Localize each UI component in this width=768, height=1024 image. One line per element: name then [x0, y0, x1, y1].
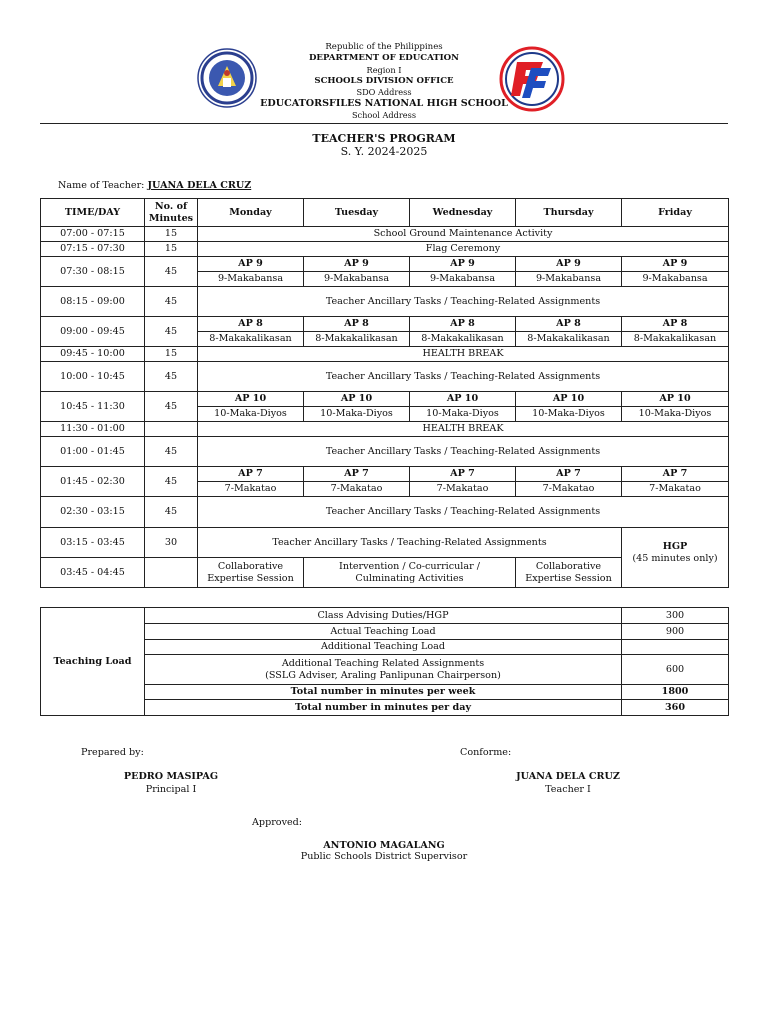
- time-cell: 07:15 - 07:30: [41, 242, 145, 257]
- table-row: [41, 608, 729, 624]
- load-value: [622, 640, 729, 655]
- minutes-cell: 15: [145, 347, 198, 362]
- subject-cell: AP 8: [304, 317, 410, 332]
- school-name: EDUCATORSFILES NATIONAL HIGH SCHOOL: [260, 98, 508, 109]
- hgp-label: HGP: [662, 541, 688, 553]
- subject-cell: AP 9: [304, 257, 410, 272]
- load-total-day-label: Total number in minutes per day: [145, 700, 622, 716]
- document-title: TEACHER'S PROGRAM: [312, 132, 456, 145]
- minutes-cell: [145, 558, 198, 588]
- table-row: [41, 242, 729, 257]
- prepared-by-name: PEDRO MASIPAG: [123, 771, 219, 782]
- conforme-title: Teacher I: [545, 784, 591, 795]
- section-cell: 7-Makatao: [516, 482, 622, 497]
- load-item: Actual Teaching Load: [145, 624, 622, 640]
- time-cell: 08:15 - 09:00: [41, 287, 145, 317]
- subject-cell: AP 9: [410, 257, 516, 272]
- intervention-cell: Intervention / Co-curricular / Culminating Activities: [304, 558, 516, 588]
- time-cell: 10:45 - 11:30: [41, 392, 145, 422]
- subject-cell: AP 10: [304, 392, 410, 407]
- section-cell: 7-Makatao: [622, 482, 729, 497]
- minutes-cell: 45: [145, 317, 198, 347]
- approved-label: Approved:: [252, 817, 303, 828]
- minutes-cell: 45: [145, 497, 198, 528]
- school-year: S. Y. 2024-2025: [340, 145, 428, 158]
- activity-cell: Teacher Ancillary Tasks / Teaching-Related Assignments: [198, 528, 622, 558]
- table-row: [41, 392, 729, 407]
- section-cell: 8-Makakalikasan: [622, 332, 729, 347]
- section-cell: 10-Maka-Diyos: [304, 407, 410, 422]
- section-cell: 10-Maka-Diyos: [622, 407, 729, 422]
- department-label: DEPARTMENT OF EDUCATION: [308, 53, 460, 63]
- subject-cell: AP 10: [622, 392, 729, 407]
- time-cell: 11:30 - 01:00: [41, 422, 145, 437]
- subject-cell: AP 7: [410, 467, 516, 482]
- table-row: [41, 655, 729, 685]
- minutes-cell: 15: [145, 227, 198, 242]
- collab-cell: Collaborative Expertise Session: [516, 558, 622, 588]
- section-cell: 7-Makatao: [304, 482, 410, 497]
- section-cell: 9-Makabansa: [622, 272, 729, 287]
- minutes-cell: 30: [145, 528, 198, 558]
- prepared-by-label: Prepared by:: [81, 747, 144, 758]
- table-row: [41, 347, 729, 362]
- activity-cell: Teacher Ancillary Tasks / Teaching-Related Assignments: [198, 287, 729, 317]
- header-divider: [40, 123, 728, 124]
- table-row: [41, 528, 729, 558]
- col-header-wednesday: Wednesday: [410, 199, 516, 227]
- minutes-cell: 45: [145, 362, 198, 392]
- section-cell: 9-Makabansa: [516, 272, 622, 287]
- hgp-cell: [622, 528, 729, 588]
- table-row: [41, 227, 729, 242]
- time-cell: 10:00 - 10:45: [41, 362, 145, 392]
- subject-cell: AP 9: [622, 257, 729, 272]
- activity-cell: Teacher Ancillary Tasks / Teaching-Related Assignments: [198, 497, 729, 528]
- activity-cell: Teacher Ancillary Tasks / Teaching-Related Assignments: [198, 437, 729, 467]
- section-cell: 9-Makabansa: [198, 272, 304, 287]
- hgp-note: (45 minutes only): [632, 552, 718, 564]
- section-cell: 9-Makabansa: [410, 272, 516, 287]
- subject-cell: AP 8: [410, 317, 516, 332]
- teaching-load-table: [40, 607, 729, 716]
- col-header-tuesday: Tuesday: [304, 199, 410, 227]
- activity-cell: HEALTH BREAK: [198, 347, 729, 362]
- section-cell: 10-Maka-Diyos: [410, 407, 516, 422]
- teaching-load-label: Teaching Load: [41, 608, 145, 716]
- region-label: Region I: [366, 65, 402, 75]
- republic-label: Republic of the Philippines: [325, 42, 443, 52]
- table-row: [41, 437, 729, 467]
- activity-cell: Teacher Ancillary Tasks / Teaching-Related Assignments: [198, 362, 729, 392]
- minutes-cell: [145, 422, 198, 437]
- table-row: [41, 700, 729, 716]
- time-cell: 02:30 - 03:15: [41, 497, 145, 528]
- section-cell: 8-Makakalikasan: [410, 332, 516, 347]
- col-header-minutes: No. of Minutes: [145, 199, 198, 227]
- conforme-label: Conforme:: [460, 747, 512, 758]
- minutes-cell: 45: [145, 392, 198, 422]
- col-header-time: TIME/DAY: [41, 199, 145, 227]
- time-cell: 07:30 - 08:15: [41, 257, 145, 287]
- load-item: Class Advising Duties/HGP: [145, 608, 622, 624]
- section-cell: 9-Makabansa: [304, 272, 410, 287]
- approved-title: Public Schools District Supervisor: [300, 851, 468, 862]
- section-cell: 7-Makatao: [410, 482, 516, 497]
- table-row: [41, 287, 729, 317]
- schedule-table: [40, 198, 729, 588]
- load-total-week-value: 1800: [622, 685, 729, 700]
- subject-cell: AP 9: [198, 257, 304, 272]
- load-value: 300: [622, 608, 729, 624]
- col-header-thursday: Thursday: [516, 199, 622, 227]
- teacher-name: JUANA DELA CRUZ: [147, 180, 252, 191]
- school-address: School Address: [351, 110, 417, 120]
- load-item: Additional Teaching Related Assignments (SSLG Adviser, Araling Panlipunan Chairperson): [145, 655, 622, 685]
- section-cell: 8-Makakalikasan: [516, 332, 622, 347]
- load-item: Additional Teaching Load: [145, 640, 622, 655]
- table-row: [41, 467, 729, 482]
- time-cell: 07:00 - 07:15: [41, 227, 145, 242]
- minutes-cell: 45: [145, 257, 198, 287]
- subject-cell: AP 7: [516, 467, 622, 482]
- col-header-monday: Monday: [198, 199, 304, 227]
- load-total-day-value: 360: [622, 700, 729, 716]
- prepared-by-title: Principal I: [145, 784, 197, 795]
- section-cell: 8-Makakalikasan: [198, 332, 304, 347]
- subject-cell: AP 10: [198, 392, 304, 407]
- time-cell: 01:45 - 02:30: [41, 467, 145, 497]
- table-row: [41, 422, 729, 437]
- minutes-cell: 45: [145, 467, 198, 497]
- subject-cell: AP 8: [516, 317, 622, 332]
- load-value: 900: [622, 624, 729, 640]
- section-cell: 8-Makakalikasan: [304, 332, 410, 347]
- division-label: SCHOOLS DIVISION OFFICE: [314, 76, 454, 86]
- minutes-cell: 45: [145, 437, 198, 467]
- table-row: [41, 257, 729, 272]
- minutes-cell: 15: [145, 242, 198, 257]
- teacher-name-label: Name of Teacher:: [58, 180, 145, 191]
- time-cell: 01:00 - 01:45: [41, 437, 145, 467]
- subject-cell: AP 10: [410, 392, 516, 407]
- teacher-name-line: [58, 180, 251, 191]
- subject-cell: AP 7: [622, 467, 729, 482]
- table-row: [41, 362, 729, 392]
- subject-cell: AP 8: [198, 317, 304, 332]
- table-row: [41, 317, 729, 332]
- activity-cell: School Ground Maintenance Activity: [198, 227, 729, 242]
- section-cell: 7-Makatao: [198, 482, 304, 497]
- time-cell: 03:45 - 04:45: [41, 558, 145, 588]
- table-row: [41, 685, 729, 700]
- section-cell: 10-Maka-Diyos: [198, 407, 304, 422]
- load-value: 600: [622, 655, 729, 685]
- load-total-week-label: Total number in minutes per week: [145, 685, 622, 700]
- subject-cell: AP 7: [304, 467, 410, 482]
- time-cell: 09:00 - 09:45: [41, 317, 145, 347]
- subject-cell: AP 7: [198, 467, 304, 482]
- table-row: [41, 640, 729, 655]
- subject-cell: AP 9: [516, 257, 622, 272]
- time-cell: 09:45 - 10:00: [41, 347, 145, 362]
- activity-cell: HEALTH BREAK: [198, 422, 729, 437]
- approved-name: ANTONIO MAGALANG: [323, 840, 445, 851]
- subject-cell: AP 8: [622, 317, 729, 332]
- section-cell: 10-Maka-Diyos: [516, 407, 622, 422]
- schedule-header-row: [41, 199, 729, 227]
- table-row: [41, 624, 729, 640]
- collab-cell: Collaborative Expertise Session: [198, 558, 304, 588]
- time-cell: 03:15 - 03:45: [41, 528, 145, 558]
- activity-cell: Flag Ceremony: [198, 242, 729, 257]
- conforme-name: JUANA DELA CRUZ: [516, 771, 620, 782]
- minutes-cell: 45: [145, 287, 198, 317]
- sdo-address: SDO Address: [356, 87, 412, 97]
- table-row: [41, 497, 729, 528]
- subject-cell: AP 10: [516, 392, 622, 407]
- col-header-friday: Friday: [622, 199, 729, 227]
